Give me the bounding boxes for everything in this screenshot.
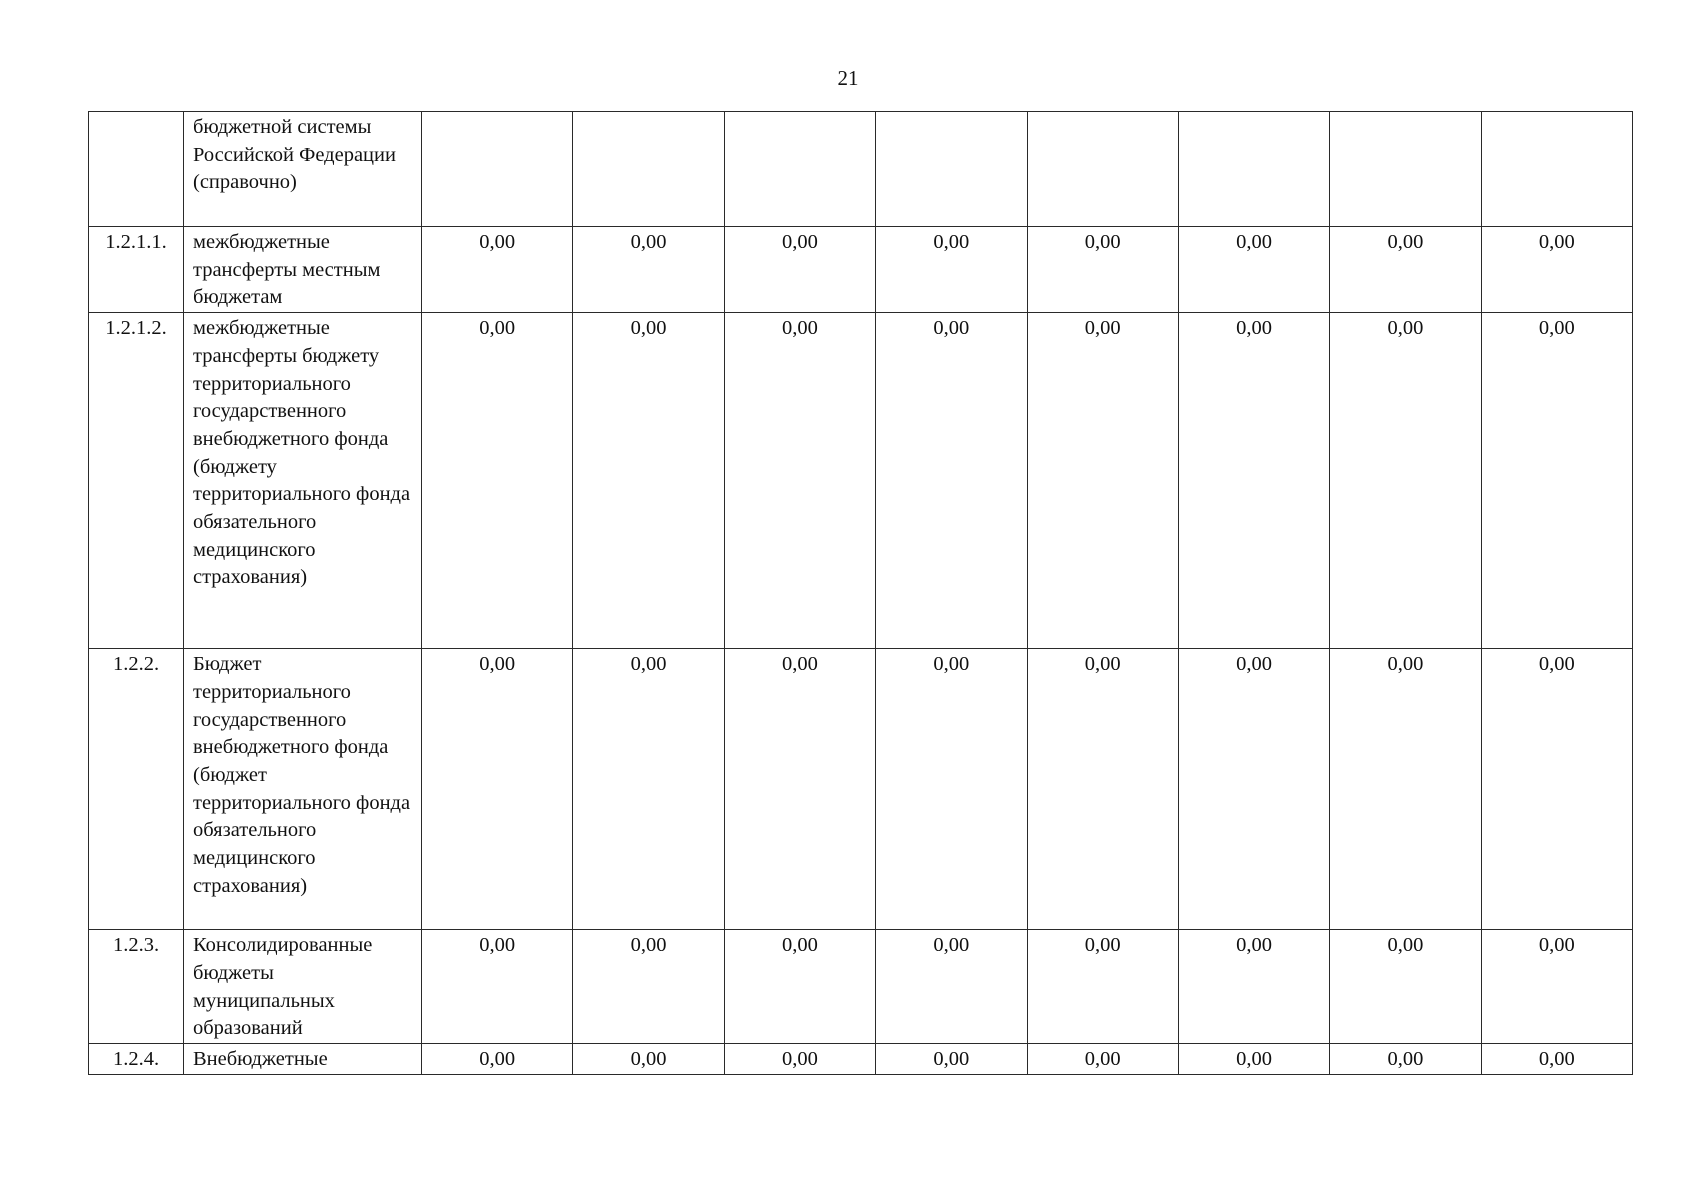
row-number-cell xyxy=(89,112,184,227)
row-number-cell: 1.2.2. xyxy=(89,649,184,930)
value-cell: 0,00 xyxy=(1330,1043,1481,1074)
value-cell: 0,00 xyxy=(422,227,573,313)
row-number-cell: 1.2.3. xyxy=(89,930,184,1044)
value-cell: 0,00 xyxy=(724,930,875,1044)
row-number-cell: 1.2.4. xyxy=(89,1043,184,1074)
value-cell: 0,00 xyxy=(724,1043,875,1074)
value-cell xyxy=(422,112,573,227)
value-cell: 0,00 xyxy=(422,1043,573,1074)
value-cell: 0,00 xyxy=(1027,227,1178,313)
row-name-cell: межбюджетные трансферты бюджету территориального государственного внебюджетного фонда (бюджету территориального фонда обязательного медицинского страхования) xyxy=(184,313,422,649)
table-row xyxy=(89,930,1633,1044)
value-cell: 0,00 xyxy=(1178,313,1329,649)
value-cell: 0,00 xyxy=(1481,1043,1632,1074)
value-cell: 0,00 xyxy=(1178,227,1329,313)
value-cell: 0,00 xyxy=(1027,313,1178,649)
value-cell: 0,00 xyxy=(724,649,875,930)
value-cell: 0,00 xyxy=(422,649,573,930)
value-cell: 0,00 xyxy=(573,227,724,313)
value-cell: 0,00 xyxy=(573,313,724,649)
value-cell: 0,00 xyxy=(422,930,573,1044)
value-cell: 0,00 xyxy=(1178,1043,1329,1074)
value-cell: 0,00 xyxy=(1027,649,1178,930)
value-cell xyxy=(876,112,1027,227)
value-cell: 0,00 xyxy=(1178,930,1329,1044)
value-cell: 0,00 xyxy=(876,1043,1027,1074)
value-cell xyxy=(1330,112,1481,227)
value-cell: 0,00 xyxy=(1481,649,1632,930)
row-name-cell: Бюджет территориального государственного внебюджетного фонда (бюджет территориального фонда обязательного медицинского страхования) xyxy=(184,649,422,930)
value-cell: 0,00 xyxy=(1481,930,1632,1044)
value-cell xyxy=(1027,112,1178,227)
value-cell: 0,00 xyxy=(876,649,1027,930)
table-row xyxy=(89,1043,1633,1074)
value-cell: 0,00 xyxy=(724,313,875,649)
value-cell: 0,00 xyxy=(1481,313,1632,649)
row-name-cell: межбюджетные трансферты местным бюджетам xyxy=(184,227,422,313)
row-name-cell: Внебюджетные xyxy=(184,1043,422,1074)
value-cell: 0,00 xyxy=(573,930,724,1044)
table-row xyxy=(89,112,1633,227)
value-cell: 0,00 xyxy=(573,649,724,930)
value-cell xyxy=(724,112,875,227)
budget-table xyxy=(88,111,1633,1075)
row-number-cell: 1.2.1.2. xyxy=(89,313,184,649)
value-cell: 0,00 xyxy=(1481,227,1632,313)
row-number-cell: 1.2.1.1. xyxy=(89,227,184,313)
value-cell: 0,00 xyxy=(1330,227,1481,313)
value-cell xyxy=(573,112,724,227)
table-row xyxy=(89,227,1633,313)
table-row xyxy=(89,649,1633,930)
value-cell: 0,00 xyxy=(573,1043,724,1074)
value-cell: 0,00 xyxy=(724,227,875,313)
value-cell: 0,00 xyxy=(1178,649,1329,930)
value-cell xyxy=(1481,112,1632,227)
value-cell: 0,00 xyxy=(876,227,1027,313)
row-name-cell: бюджетной системы Российской Федерации (справочно) xyxy=(184,112,422,227)
value-cell xyxy=(1178,112,1329,227)
value-cell: 0,00 xyxy=(876,930,1027,1044)
value-cell: 0,00 xyxy=(1330,930,1481,1044)
row-name-cell: Консолидированные бюджеты муниципальных образований xyxy=(184,930,422,1044)
value-cell: 0,00 xyxy=(1330,649,1481,930)
value-cell: 0,00 xyxy=(876,313,1027,649)
value-cell: 0,00 xyxy=(1330,313,1481,649)
value-cell: 0,00 xyxy=(422,313,573,649)
page-number: 21 xyxy=(837,66,859,90)
value-cell: 0,00 xyxy=(1027,1043,1178,1074)
table-row xyxy=(89,313,1633,649)
value-cell: 0,00 xyxy=(1027,930,1178,1044)
